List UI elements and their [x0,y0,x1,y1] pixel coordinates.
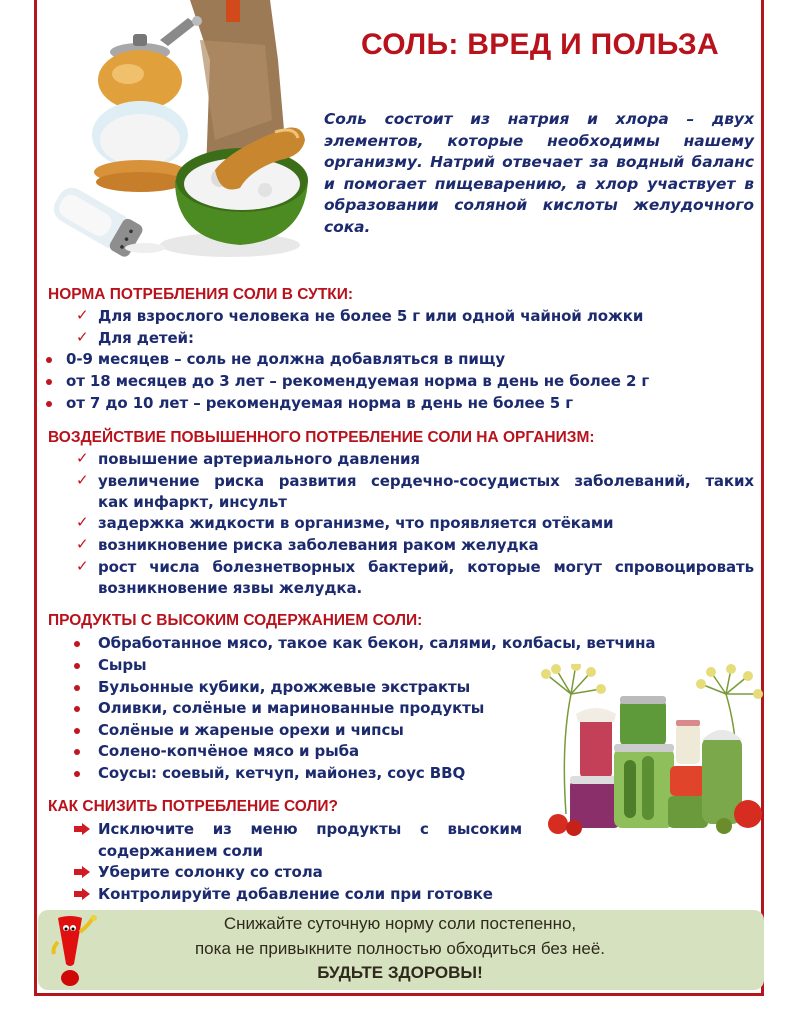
arrow-right-icon [74,888,90,900]
pickle-jars-illustration [536,664,764,836]
garlic-jar [676,724,700,764]
advice-text [100,912,700,986]
bullet-dot-icon [46,379,52,385]
advice-line-1: Снижайте суточную норму соли постепенно, [223,914,577,933]
product-item: Оливки, солёные и маринованные продукты [98,699,485,717]
advice-slogan: БУДЬТЕ ЗДОРОВЫ! [317,963,483,982]
check-icon: ✓ [76,471,89,489]
product-item: Обработанное мясо, такое как бекон, салями, колбасы, ветчина [98,634,656,652]
bullet-dot-icon [46,357,52,363]
arrow-right-icon [74,866,90,878]
norm-bullet-item: от 7 до 10 лет – рекомендуемая норма в день не более 5 г [66,394,573,412]
check-icon: ✓ [76,557,89,575]
reduce-item: Исключите из меню продукты с высоким [98,820,522,838]
bullet-dot-icon [74,771,80,777]
product-item: Бульонные кубики, дрожжевые экстракты [98,678,471,696]
check-icon: ✓ [76,513,89,531]
reduce-item: Уберите солонку со стола [98,863,323,881]
bullet-dot-icon [74,728,80,734]
product-item: Соусы: соевый, кетчуп, майонез, соус BBQ [98,764,466,782]
norm-bullet-item: от 18 месяцев до 3 лет – рекомендуемая норма в день не более 2 г [66,372,650,390]
tomato-jar [670,766,706,796]
effects-item: увеличение риска развития сердечно-сосудистых заболеваний, таких [98,472,754,490]
effects-item: задержка жидкости в организме, что проявляется отёками [98,514,614,532]
bag-tie [226,0,240,22]
effects-section-title: ВОЗДЕЙСТВИЕ ПОВЫШЕННОГО ПОТРЕБЛЕНИЕ СОЛИ НА ОРГАНИЗМ: [48,429,595,446]
jam-jar [580,716,612,778]
reduce-section-title: КАК СНИЗИТЬ ПОТРЕБЛЕНИЕ СОЛИ? [48,798,338,815]
bullet-dot-icon [74,749,80,755]
reduce-item: Контролируйте добавление соли при готовке [98,885,493,903]
check-icon: ✓ [76,328,89,346]
arrow-right-icon [74,823,90,835]
bullet-dot-icon [74,685,80,691]
norm-check-item: Для детей: [98,329,194,347]
bullet-dot-icon [74,641,80,647]
check-icon: ✓ [76,535,89,553]
product-item: Солено-копчёное мясо и рыба [98,742,359,760]
green-bean-jar [620,700,666,746]
reduce-item-continued: содержанием соли [98,842,263,860]
check-icon: ✓ [76,306,89,324]
norm-bullet-item: 0-9 месяцев – соль не должна добавляться в пищу [66,350,505,368]
norm-section-title: НОРМА ПОТРЕБЛЕНИЯ СОЛИ В СУТКИ: [48,286,354,303]
advice-line-2: пока не привыкните полностью обходиться без неё. [194,938,606,958]
beet-jar [570,780,620,828]
bullet-dot-icon [74,706,80,712]
products-section-title: ПРОДУКТЫ С ВЫСОКИМ СОДЕРЖАНИЕМ СОЛИ: [48,612,423,629]
product-item: Солёные и жареные орехи и чипсы [98,721,404,739]
salt-illustration [40,0,320,260]
effects-item-continued: как инфаркт, инсульт [98,493,287,511]
page-title: СОЛЬ: ВРЕД И ПОЛЬЗА [361,28,719,61]
bullet-dot-icon [74,663,80,669]
intro-paragraph: Соль состоит из натрия и хлора – двух элементов, которые необходимы нашему организму. Натрий отвечает за водный баланс и помогает пищеварению, а хлор участвует в образовании соляной кислоты желудочного сока. [324,110,754,236]
effects-item-continued: возникновение язвы желудка. [98,579,363,597]
effects-item: возникновение риска заболевания раком желудка [98,536,539,554]
check-icon: ✓ [76,449,89,467]
bullet-dot-icon [46,401,52,407]
effects-item: повышение артериального давления [98,450,420,468]
product-item: Сыры [98,656,147,674]
tomato [734,800,762,828]
effects-item: рост числа болезнетворных бактерий, которые могут спровоцировать [98,558,754,576]
norm-check-item: Для взрослого человека не более 5 г или одной чайной ложки [98,307,644,325]
